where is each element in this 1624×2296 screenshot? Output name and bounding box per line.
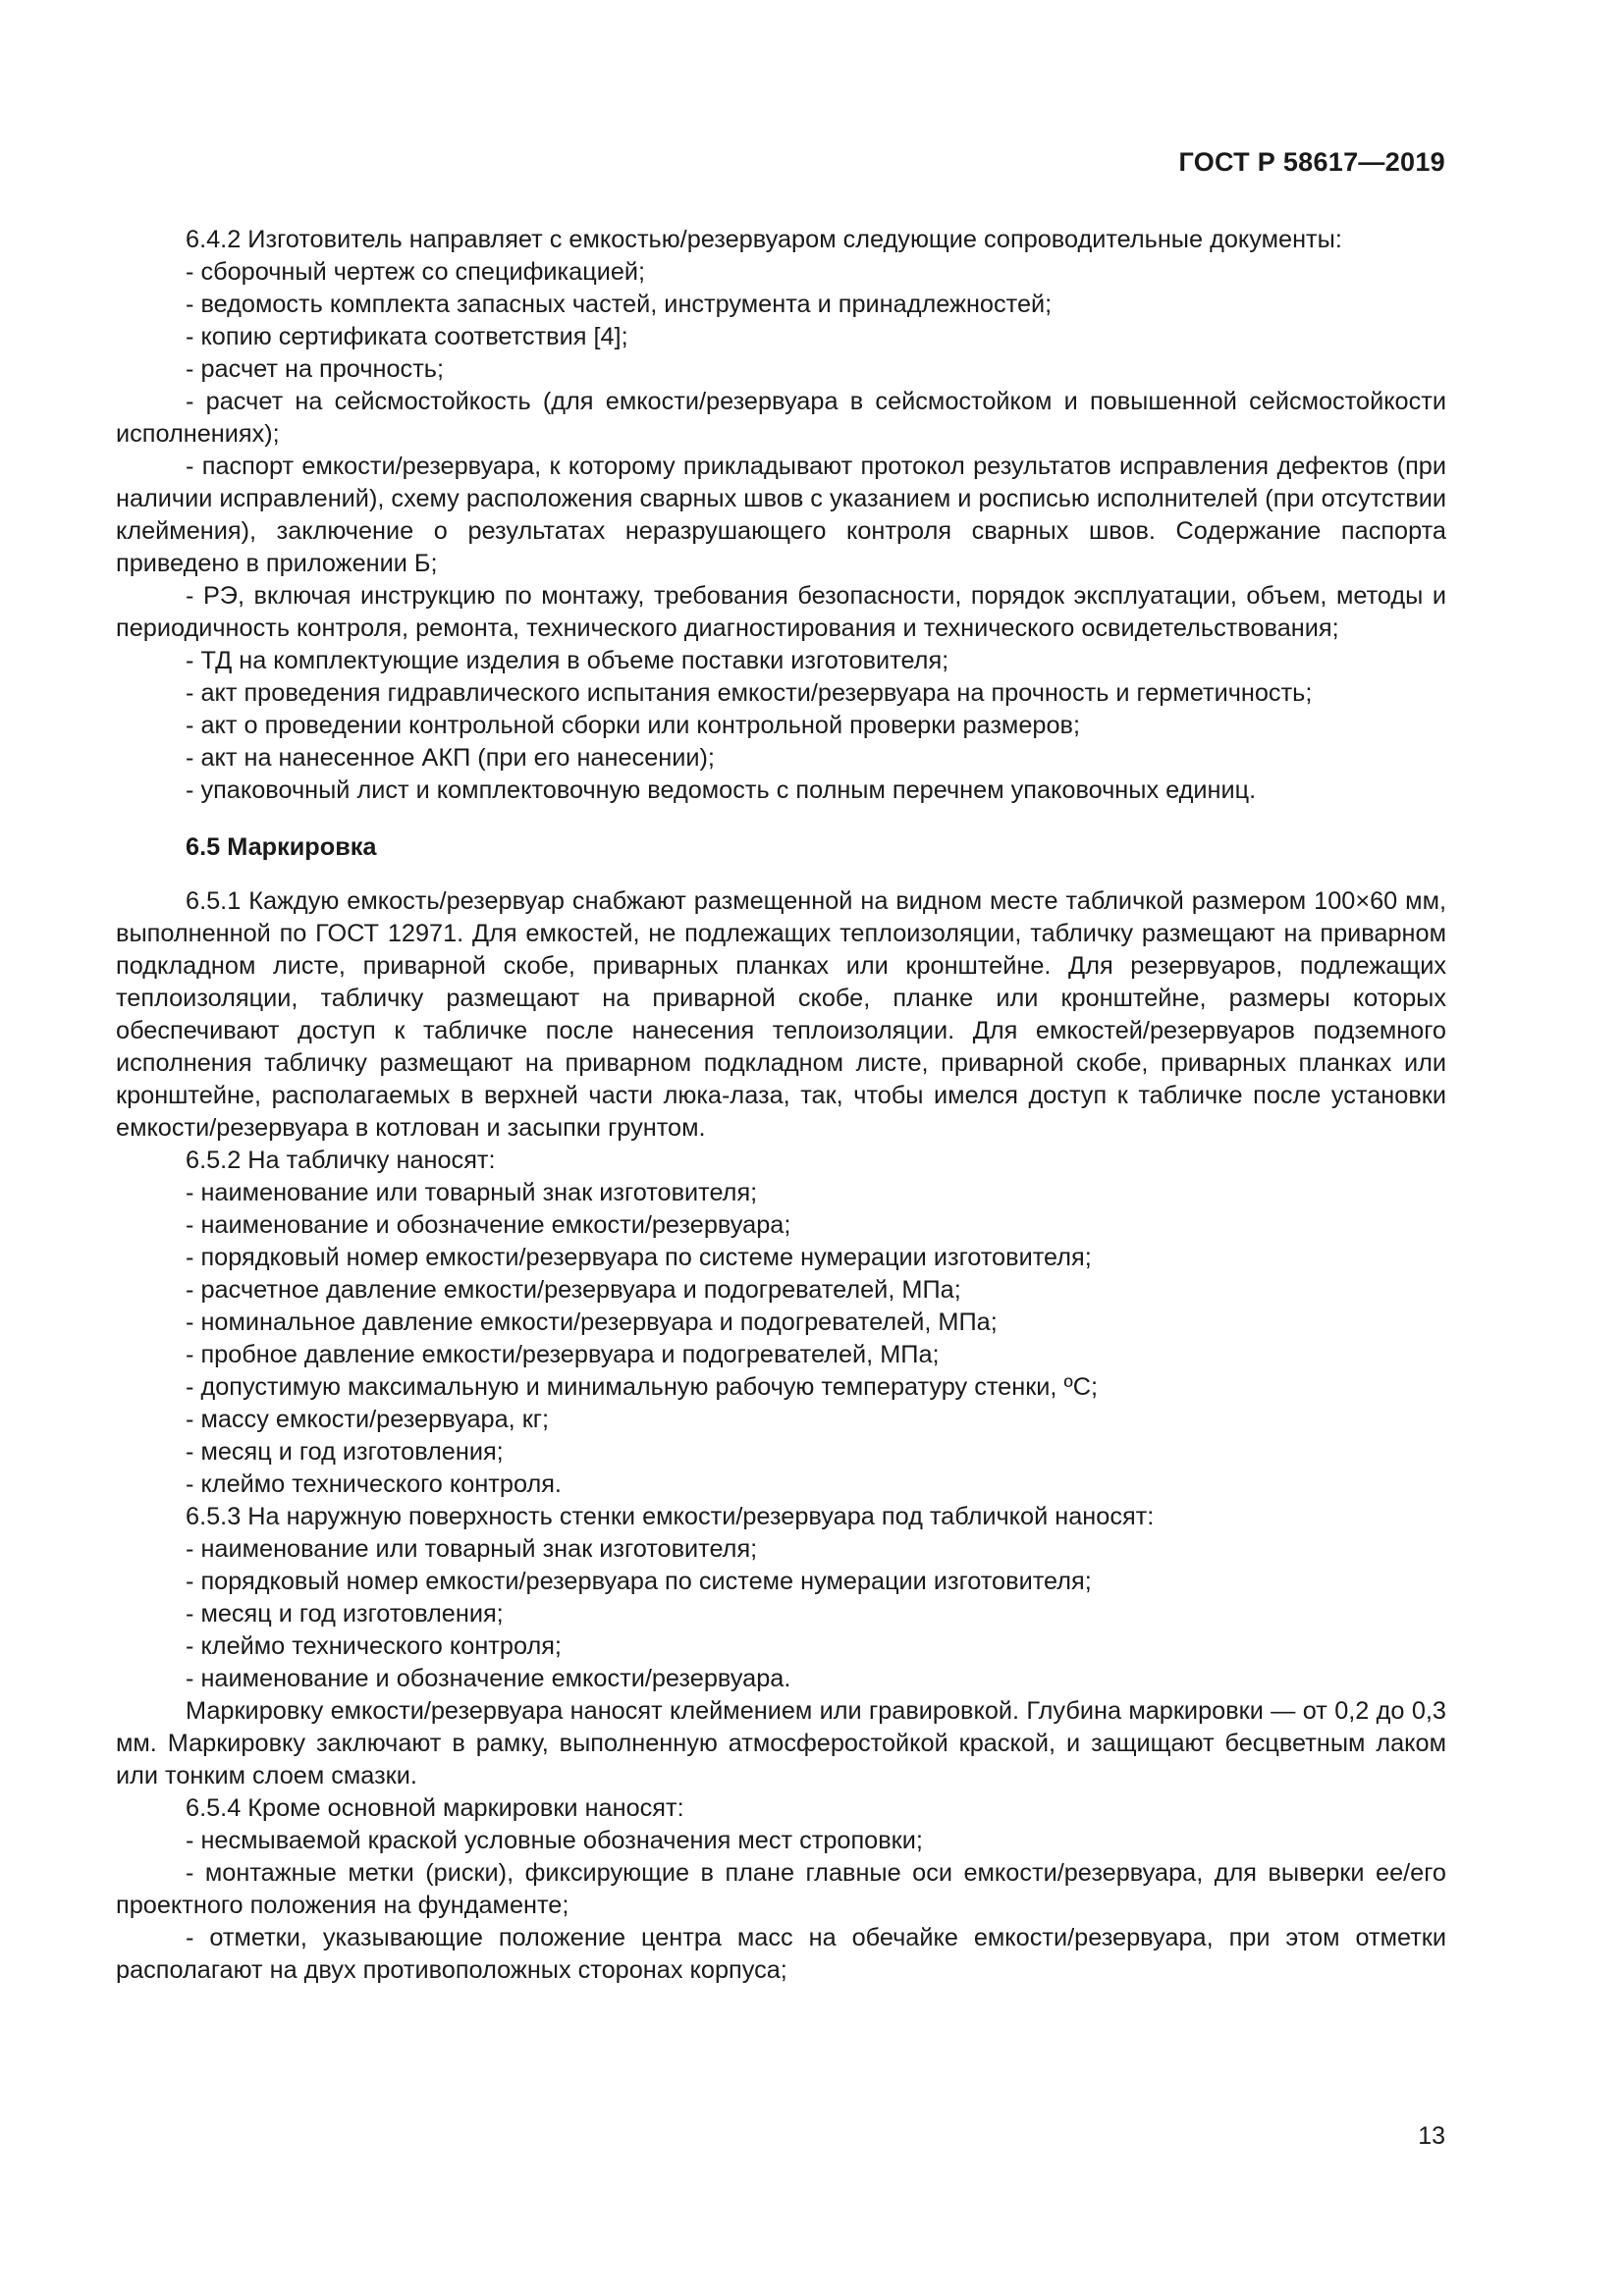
list-item: - отметки, указывающие положение центра масс на обечайке емкости/резервуара, при этом отметки располагают на двух противоположных сторонах корпуса; (116, 1924, 1446, 1984)
list-item: - паспорт емкости/резервуара, к которому прикладывают протокол результатов исправления дефектов (при наличии исправлений), схему расположения сварных швов с указанием и росписью исполнителей (при отсутствии клеймения), заключение о результатах неразрушающего контроля сварных швов. Содержание паспорта приведено в приложении Б; (116, 453, 1446, 577)
list-item: - наименование или товарный знак изготовителя; (186, 1535, 758, 1563)
list-item: - массу емкости/резервуара, кг; (186, 1406, 550, 1433)
paragraph-6-5-4: 6.5.4 Кроме основной маркировки наносят: (186, 1794, 684, 1822)
list-item: - сборочный чертеж со спецификацией; (186, 258, 646, 286)
section-heading-6-5: 6.5 Маркировка (186, 833, 377, 861)
list-item: - месяц и год изготовления; (186, 1600, 504, 1628)
list-item: - РЭ, включая инструкцию по монтажу, требования безопасности, порядок эксплуатации, объем, методы и периодичность контроля, ремонта, технического диагностирования и технического освидетельствования; (116, 582, 1446, 642)
list-item: - акт проведения гидравлического испытания емкости/резервуара на прочность и герметичность; (186, 679, 1313, 707)
paragraph-6-5-2: 6.5.2 На табличку наносят: (186, 1147, 496, 1174)
list-item: - расчетное давление емкости/резервуара и подогревателей, МПа; (186, 1276, 961, 1304)
list-item: - номинальное давление емкости/резервуара и подогревателей, МПа; (186, 1308, 998, 1336)
list-item: - допустимую максимальную и минимальную рабочую температуру стенки, ºС; (186, 1373, 1099, 1401)
paragraph-6-5-3: 6.5.3 На наружную поверхность стенки емкости/резервуара под табличкой наносят: (186, 1503, 1155, 1530)
document-code-header: ГОСТ Р 58617—2019 (1178, 147, 1445, 177)
list-item: - наименование и обозначение емкости/резервуара. (186, 1665, 791, 1692)
paragraph-6-5-1: 6.5.1 Каждую емкость/резервуар снабжают размещенной на видном месте табличкой размером 100×60 мм, выполненной по ГОСТ 12971. Для емкостей, не подлежащих теплоизоляции, табличку размещают на приварном подкладном листе, приварной скобе, приварных планках или кронштейне. Для резервуаров, подлежащих теплоизоляции, табличку размещают на приварной скобе, планке или кронштейне, размеры которых обеспечивают доступ к табличке после нанесения теплоизоляции. Для емкостей/резервуаров подземного исполнения табличку размещают на приварном подкладном листе, приварной скобе, приварных планках или кронштейне, располагаемых в верхней части люка-лаза, так, чтобы имелся доступ к табличке после установки емкости/резервуара в котлован и засыпки грунтом. (116, 887, 1446, 1142)
list-item: - клеймо технического контроля. (186, 1470, 562, 1498)
list-item: - месяц и год изготовления; (186, 1438, 504, 1466)
document-body (116, 224, 1446, 1987)
list-item: - расчет на сейсмостойкость (для емкости/резервуара в сейсмостойком и повышенной сейсмостойкости исполнениях); (116, 388, 1446, 448)
list-item: - ведомость комплекта запасных частей, инструмента и принадлежностей; (186, 291, 1053, 318)
list-item: - пробное давление емкости/резервуара и подогревателей, МПа; (186, 1341, 940, 1368)
list-item: - порядковый номер емкости/резервуара по системе нумерации изготовителя; (186, 1568, 1092, 1595)
page-number: 13 (1418, 2122, 1445, 2150)
list-item: - копию сертификата соответствия [4]; (186, 323, 628, 350)
list-item: - монтажные метки (риски), фиксирующие в плане главные оси емкости/резервуара, для выверки ее/его проектного положения на фундаменте; (116, 1859, 1446, 1919)
list-item: - клеймо технического контроля; (186, 1632, 562, 1660)
list-item: - наименование или товарный знак изготовителя; (186, 1179, 758, 1206)
list-item: - несмываемой краской условные обозначения мест строповки; (186, 1827, 923, 1854)
list-item: - порядковый номер емкости/резервуара по системе нумерации изготовителя; (186, 1244, 1092, 1271)
paragraph-6-4-2: 6.4.2 Изготовитель направляет с емкостью/резервуаром следующие сопроводительные документы: (186, 226, 1342, 253)
paragraph-marking-method: Маркировку емкости/резервуара наносят клеймением или гравировкой. Глубина маркировки — от 0,2 до 0,3 мм. Маркировку заключают в рамку, выполненную атмосферостойкой краской, и защищают бесцветным лаком или тонким слоем смазки. (116, 1697, 1446, 1789)
list-item: - ТД на комплектующие изделия в объеме поставки изготовителя; (186, 647, 949, 674)
list-item: - акт на нанесенное АКП (при его нанесении); (186, 744, 715, 772)
list-item: - упаковочный лист и комплектовочную ведомость с полным перечнем упаковочных единиц. (186, 776, 1257, 804)
list-item: - акт о проведении контрольной сборки или контрольной проверки размеров; (186, 712, 1080, 739)
list-item: - расчет на прочность; (186, 355, 444, 383)
list-item: - наименование и обозначение емкости/резервуара; (186, 1211, 791, 1239)
